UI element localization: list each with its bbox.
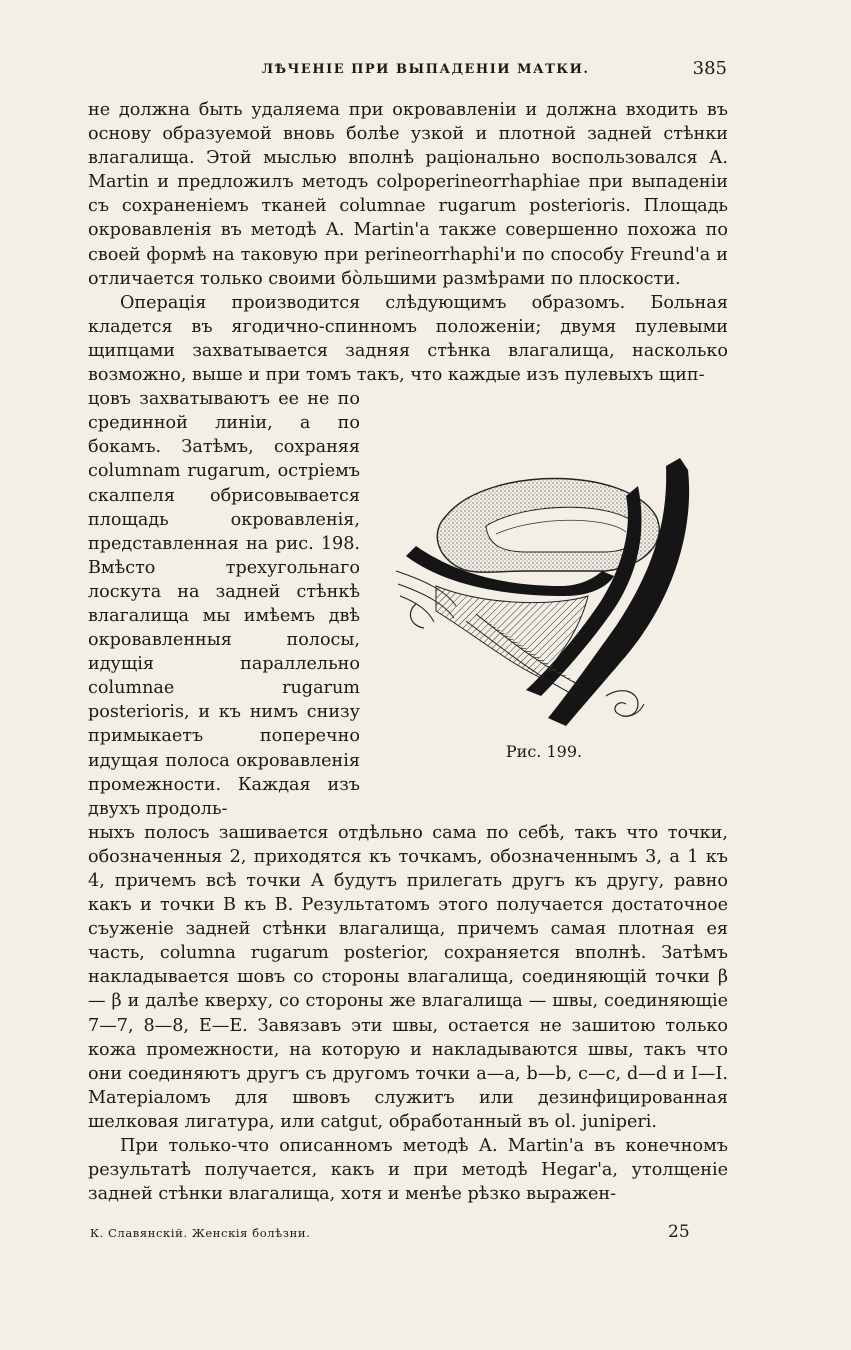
- paragraph-2-wrapped: цовъ захватываютъ ее не по срединной линіи, а по бокамъ. Затѣмъ, сохраняя columnam rugarum, остріемъ скалпеля обрисовывается площадь окровавленія, представленная на рис. 198. Вмѣсто трехугольнаго лоскута на задней стѣнкѣ влагалища мы имѣемъ двѣ окровавленныя полосы, идущія параллельно columnae rugarum posterioris, и къ нимъ снизу примыкаетъ поперечно идущая полоса окровавленія промежности. Каждая изъ двухъ продоль-: [88, 389, 360, 819]
- page-number: 385: [692, 58, 727, 79]
- signature-mark: 25: [668, 1222, 690, 1242]
- anatomical-section-illustration: [376, 446, 712, 746]
- paragraph-1: не должна быть удаляема при окровавленіи и должна входить въ основу образуемой вновь болѣе узкой и плотной задней стѣнки влагалища. Этой мыслью вполнѣ раціонально воспользовался А. Martin и предложилъ методъ colpoperineorrhaphiae при выпаденіи съ сохраненіемъ тканей columnae rugarum posterioris. Площадь окровавленія въ методѣ А. Martin'а также совершенно похожа по своей формѣ на таковую при perineorrhaphi'и по способу Freund'а и отличается только своими бо̀льшими размѣрами по плоскости.: [88, 100, 728, 289]
- footer-author-title: К. Славянскій. Женскія болѣзни.: [90, 1226, 311, 1240]
- paragraph-3: При только-что описанномъ методѣ А. Martin'а въ конечномъ результатѣ получается, какъ и при методѣ Hegar'а, утолщеніе задней стѣнки влагалища, хотя и менѣе рѣзко выражен-: [88, 1136, 728, 1205]
- figure-199: [370, 446, 718, 776]
- paragraph-2-rest: ныхъ полосъ зашивается отдѣльно сама по себѣ, такъ что точки, обозначенныя 2, приходятся къ точкамъ, обозначеннымъ 3, а 1 къ 4, причемъ всѣ точки А будутъ прилегать другъ къ другу, равно какъ и точки В къ В. Результатомъ этого получается достаточное съуженіе задней стѣнки влагалища, причемъ самая плотная ея часть, columna rugarum posterior, сохраняется вполнѣ. Затѣмъ накладывается шовъ со стороны влагалища, соединяющій точки β — β и далѣе кверху, со стороны же влагалища — швы, соединяющіе 7—7, 8—8, Е—Е. Завязавъ эти швы, остается не зашитою только кожа промежности, на которую и накладываются швы, такъ что они соединяютъ другъ съ другомъ точки a—a, b—b, c—c, d—d и I—I. Матеріаломъ для швовъ служитъ или дезинфицированная шелковая лигатура, или catgut, обработанный въ ol. juniperi.: [88, 822, 728, 1132]
- running-head: ЛѢЧЕНІЕ ПРИ ВЫПАДЕНІИ МАТКИ.: [261, 62, 590, 77]
- paragraph-2-intro: Операція производится слѣдующимъ образомъ. Больная кладется въ ягодично-спинномъ положеніи; двумя пулевыми щипцами захватывается задняя стѣнка влагалища, насколько возможно, выше и при томъ такъ, что каждые изъ пулевыхъ щип-: [88, 292, 728, 386]
- figure-caption: Рис. 199.: [505, 742, 583, 761]
